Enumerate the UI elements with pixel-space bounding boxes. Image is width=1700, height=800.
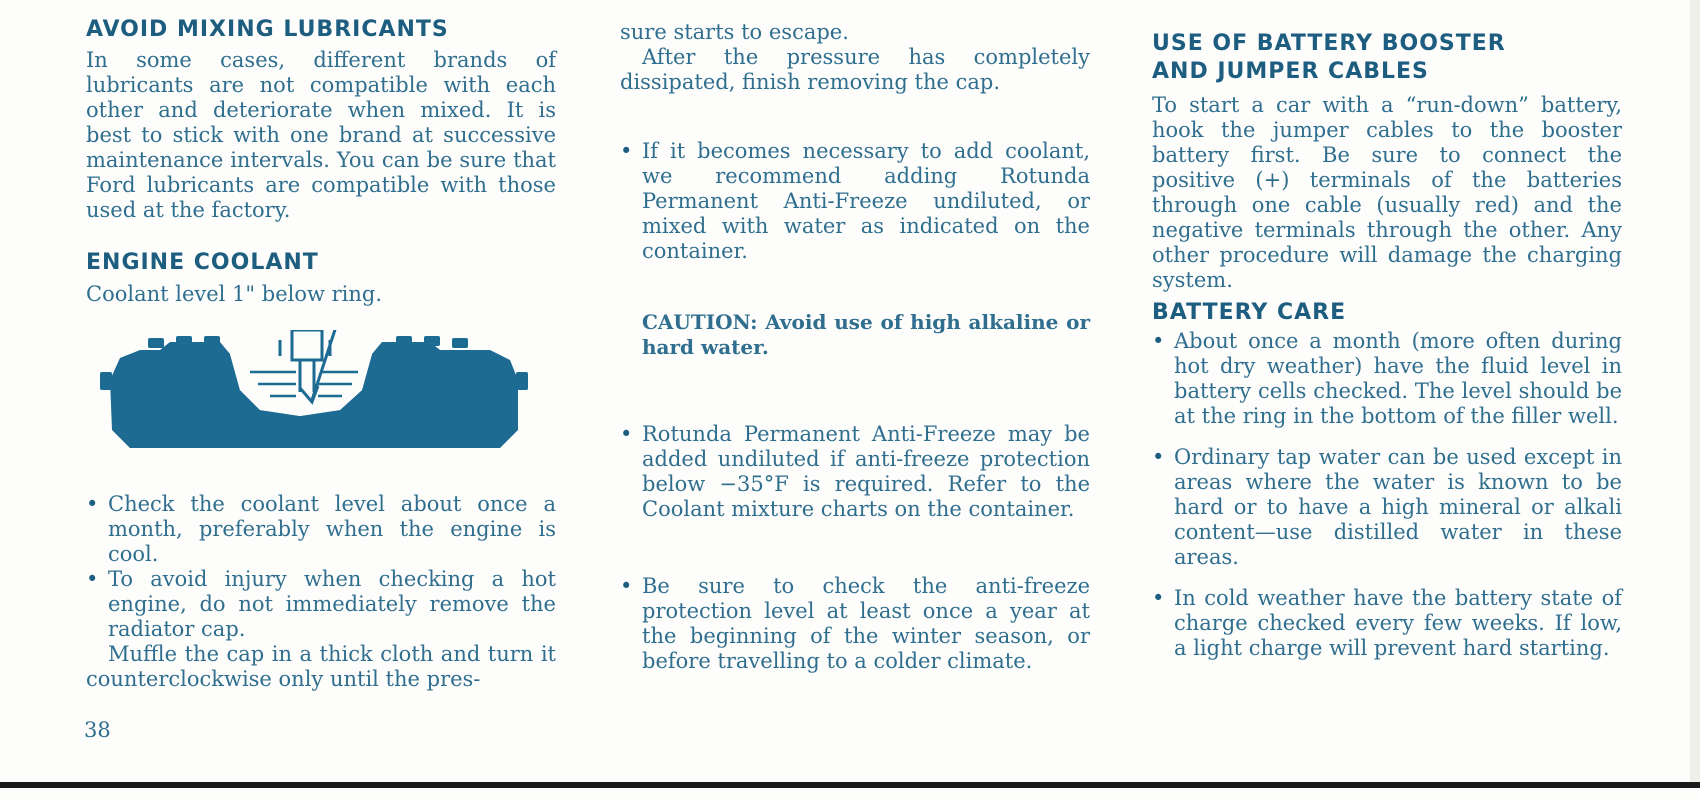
check-antifreeze-bullet	[620, 574, 1090, 674]
add-coolant-bullet	[620, 139, 1090, 264]
bullet-add-coolant: • If it becomes necessary to add coolant, we recommend adding Rotunda Permanent Anti-Freeze undiluted, or mixed with water as indicated on the container.	[620, 139, 1090, 264]
bullet-check-coolant: • Check the coolant level about once a month, preferably when the engine is cool.	[86, 492, 556, 567]
bullet-avoid-injury: • To avoid injury when checking a hot engine, do not immediately remove the radiator cap.	[86, 567, 556, 642]
heading-engine-coolant: ENGINE COOLANT	[86, 249, 319, 275]
bullet-rotunda-antifreeze: • Rotunda Permanent Anti-Freeze may be added undiluted if anti-freeze protection below −35°F is required. Refer to the Coolant mixture charts on the container.	[620, 422, 1090, 522]
booster-paragraph: To start a car with a “run-down” battery, hook the jumper cables to the booster battery first. Be sure to connect the positive (+) terminals of the batteries through one cable (usually red) and the negative terminals through the other. Any other procedure will damage the charging system.	[1152, 93, 1622, 292]
battery-care-bullet-list	[1152, 329, 1622, 661]
after-pressure-paragraph: After the pressure has completely dissipated, finish removing the cap.	[620, 45, 1090, 94]
lubricants-paragraph: In some cases, different brands of lubricants are not compatible with each other and deteriorate when mixed. It is best to stick with one brand at successive maintenance intervals. You can be sure that Ford lubricants are compatible with those used at the factory.	[86, 47, 556, 222]
bullet-cold-weather: • In cold weather have the battery state of charge checked every few weeks. If low, a light charge will prevent hard starting.	[1152, 586, 1622, 661]
rotunda-bullet	[620, 422, 1090, 522]
heading-battery-booster-line1: USE OF BATTERY BOOSTER	[1152, 31, 1506, 56]
caution-note: CAUTION: Avoid use of high alkaline or hard water.	[642, 310, 1090, 359]
bullet-fluid-level: • About once a month (more often during hot dry weather) have the fluid level in battery cells checked. The level should be at the ring in the bottom of the filler well.	[1152, 329, 1622, 429]
page-number: 38	[84, 718, 111, 742]
column-middle	[620, 0, 1090, 674]
coolant-level-caption: Coolant level 1" below ring.	[86, 282, 383, 306]
page-fold-edge	[1690, 0, 1700, 782]
radiator-cross-section-illustration	[100, 330, 540, 480]
heading-avoid-mixing-lubricants: AVOID MIXING LUBRICANTS	[86, 17, 449, 42]
continuation-text: sure starts to escape.	[620, 20, 849, 44]
column-right	[1152, 0, 1622, 661]
bullet-check-antifreeze: • Be sure to check the anti-freeze protection level at least once a year at the beginning of the winter season, or before travelling to a colder climate.	[620, 574, 1090, 674]
muffle-cap-paragraph: Muffle the cap in a thick cloth and turn it counterclockwise only until the pres-	[86, 642, 556, 691]
bottom-page-edge	[0, 782, 1700, 788]
heading-battery-booster-line2: AND JUMPER CABLES	[1152, 58, 1429, 84]
heading-battery-care: BATTERY CARE	[1152, 300, 1347, 325]
coolant-bullet-list	[86, 492, 556, 642]
bullet-tap-water: • Ordinary tap water can be used except in areas where the water is known to be hard or to have a high mineral or alkali content—use distilled water in these areas.	[1152, 445, 1622, 570]
